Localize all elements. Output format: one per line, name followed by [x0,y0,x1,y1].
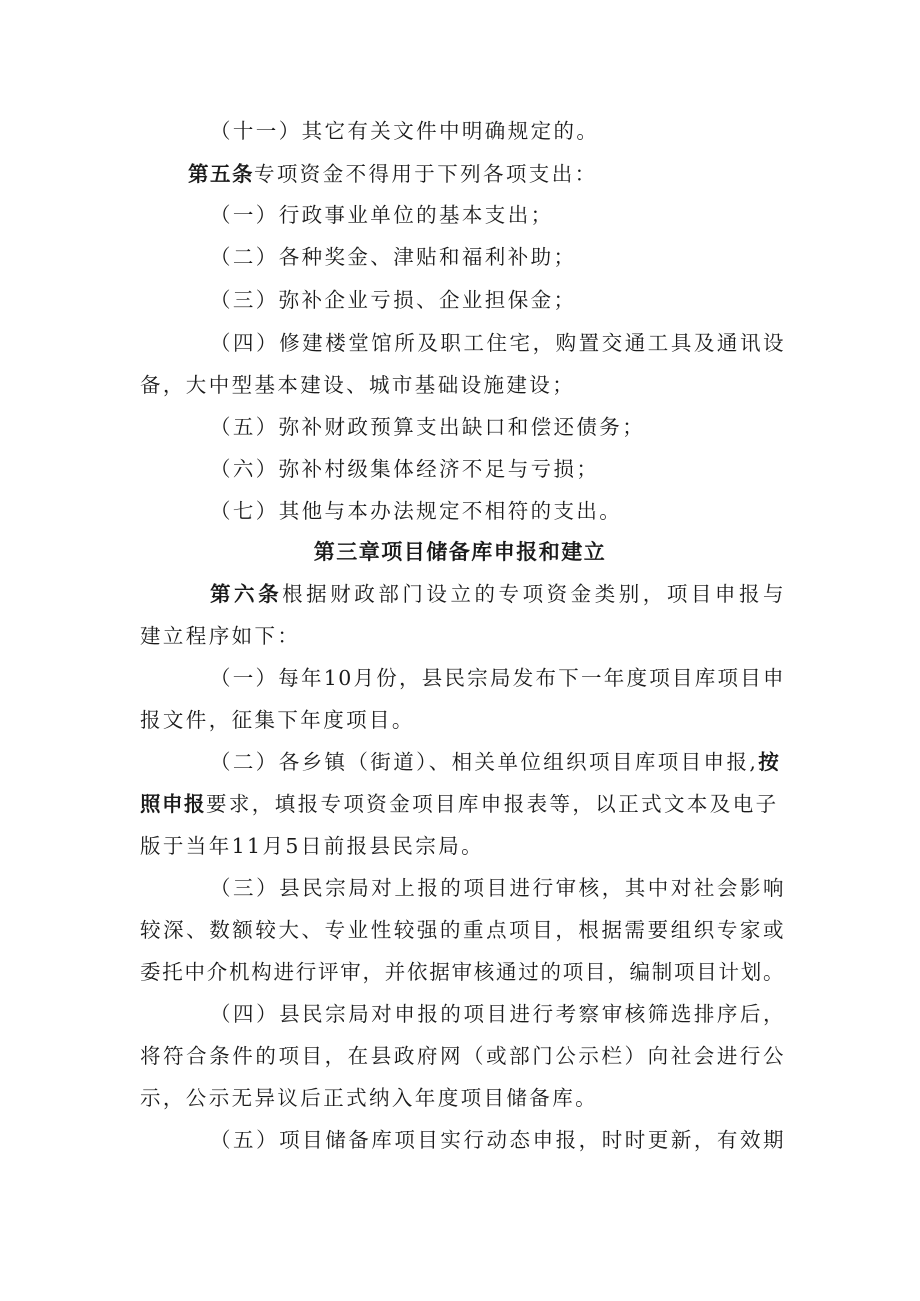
art6-item-5-line1: （五）项目储备库项目实行动态申报，时时更新，有效期 [210,1128,785,1152]
art5-item-2: （二）各种奖金、津贴和福利补助； [210,245,577,269]
article-5 [188,159,833,189]
art6-item-2-bold-an: 按 [758,750,781,774]
art6-item-1-line1: （一）每年10月份，县民宗局发布下一年度项目库项目申 [210,666,785,690]
art6-item-4-line3: 示，公示无异议后正式纳入年度项目储备库。 [140,1086,598,1110]
art5-item-6: （六）弥补村级集体经济不足与亏损； [210,457,600,481]
article-5-label: 第五条 [188,162,254,186]
art5-item-3: （三）弥补企业亏损、企业担保金； [210,288,577,312]
art5-item-1: （一）行政事业单位的基本支出； [210,203,554,227]
article-6-line1 [210,579,785,609]
art6-item-2-line2 [140,789,785,819]
art6-item-4-line2: 将符合条件的项目，在县政府网（或部门公示栏）向社会进行公 [140,1044,785,1068]
art5-item-5: （五）弥补财政预算支出缺口和偿还债务； [210,415,646,439]
article-6-text: 根据财政部门设立的专项资金类别，项目申报与 [282,582,786,606]
article-6-label: 第六条 [210,582,283,606]
art6-item-2-line2-text: 要求，填报专项资金项目库申报表等，以正式文本及电子 [206,792,779,816]
art6-item-2-bold-zhaoshenbao: 照申报 [140,792,206,816]
art5-item-7: （七）其他与本办法规定不相符的支出。 [210,499,623,523]
article-6-line2: 建立程序如下： [140,624,301,648]
art6-item-2-line1 [210,747,785,777]
art6-item-1-line2: 报文件，征集下年度项目。 [140,708,415,732]
chapter-3-title: 第三章项目储备库申报和建立 [313,540,607,564]
art6-item-3-line1: （三）县民宗局对上报的项目进行审核，其中对社会影响 [210,876,785,900]
art6-item-2-text: （二）各乡镇（街道）、相关单位组织项目库项目申报, [210,750,759,774]
art6-item-2-line3: 版于当年11月5日前报县民宗局。 [140,834,485,858]
art5-item-4-line2: 备，大中型基本建设、城市基础设施建设； [140,373,576,397]
clause-11: （十一）其它有关文件中明确规定的。 [210,119,600,143]
art5-item-4-line1: （四）修建楼堂馆所及职工住宅，购置交通工具及通讯设 [210,331,785,355]
art6-item-3-line2: 较深、数额较大、专业性较强的重点项目，根据需要组织专家或 [140,918,785,942]
art6-item-3-line3: 委托中介机构进行评审，并依据审核通过的项目，编制项目计划。 [140,960,785,984]
article-5-text: 专项资金不得用于下列各项支出： [254,162,598,186]
art6-item-4-line1: （四）县民宗局对申报的项目进行考察审核筛选排序后， [210,1002,785,1026]
